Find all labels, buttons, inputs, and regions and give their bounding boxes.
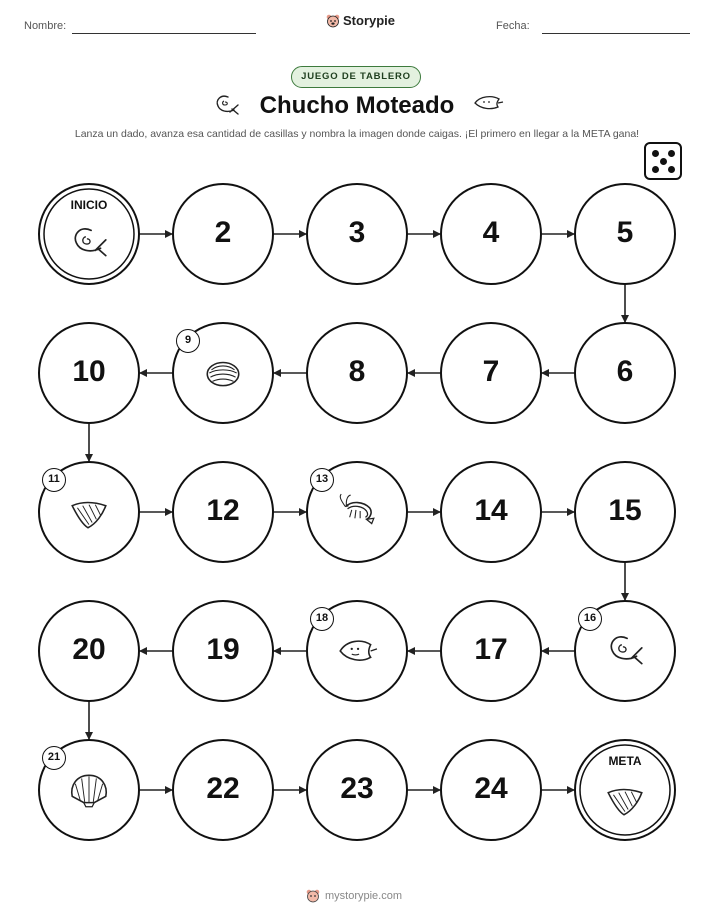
space-number: 15 <box>608 494 642 527</box>
space-number: 2 <box>214 216 232 249</box>
bear-icon <box>306 889 320 903</box>
brand-name: Storypie <box>343 13 396 28</box>
space-number: 10 <box>72 355 106 388</box>
space-number: 23 <box>340 772 374 805</box>
space-number: 8 <box>348 355 366 388</box>
space-label: META <box>608 754 642 768</box>
space-number-badge: 11 <box>42 468 66 492</box>
space-number: 24 <box>474 772 508 805</box>
space-number: 20 <box>72 633 106 666</box>
footer <box>306 889 402 903</box>
date-label: Fecha: <box>496 20 530 32</box>
page-title: Chucho Moteado <box>259 92 455 119</box>
space-number: 5 <box>616 216 634 249</box>
space-number: 7 <box>482 355 500 388</box>
space-number-badge: 13 <box>310 468 334 492</box>
space-number: 19 <box>206 633 240 666</box>
space-number: 3 <box>348 216 366 249</box>
space-number: 22 <box>206 772 240 805</box>
space-number-badge: 9 <box>176 329 200 353</box>
name-label: Nombre: <box>24 20 67 32</box>
game-type-pill: JUEGO DE TABLERO <box>291 66 421 88</box>
space-number-badge: 18 <box>310 607 334 631</box>
space-number: 12 <box>206 494 240 527</box>
space-number: 14 <box>474 494 508 527</box>
space-label: INICIO <box>70 198 108 212</box>
space-number-badge: 21 <box>42 746 66 770</box>
footer-url: mystorypie.com <box>325 890 403 902</box>
space-number: 4 <box>482 216 500 249</box>
space-number: 6 <box>616 355 634 388</box>
space-number-badge: 16 <box>578 607 602 631</box>
space-number: 17 <box>474 633 508 666</box>
instructions: Lanza un dado, avanza esa cantidad de casillas y nombra la imagen donde caigas. ¡El primero en llegar a la META gana! <box>74 128 640 140</box>
